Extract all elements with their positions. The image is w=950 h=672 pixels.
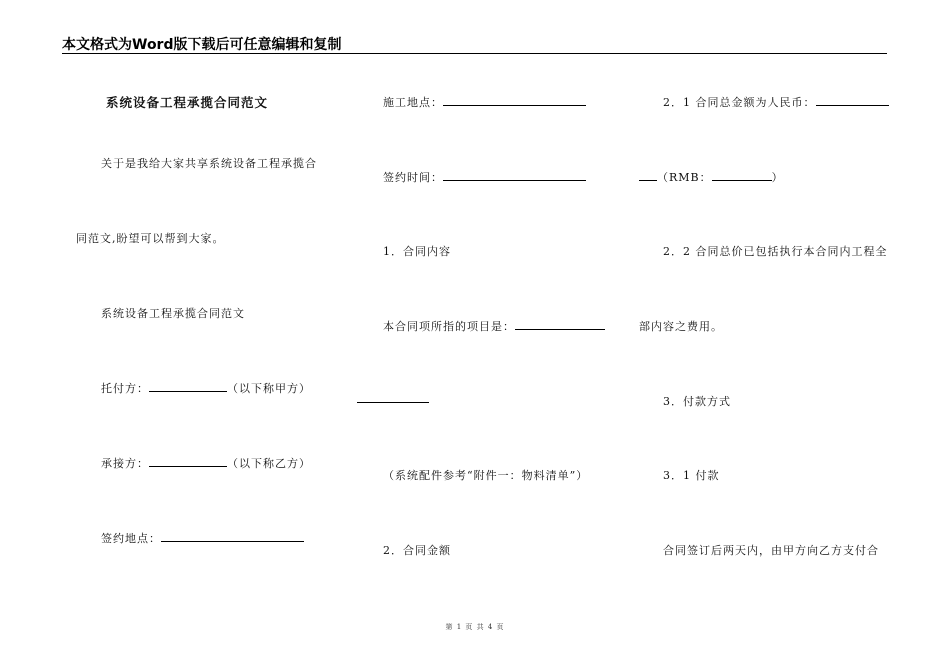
party-a-label: 托付方：	[101, 382, 149, 395]
party-b-note: （以下称乙方）	[227, 457, 311, 470]
party-a-line	[101, 380, 311, 396]
section-3-heading: 3．付款方式	[663, 395, 731, 408]
project-blank	[515, 319, 605, 330]
party-b-blank	[149, 456, 227, 467]
section-3-1-heading: 3．1 付款	[663, 469, 720, 482]
intro-line-1: 关于是我给大家共享系统设备工程承揽合	[101, 157, 317, 170]
sign-time-label: 签约时间：	[383, 171, 443, 184]
sign-place-label: 签约地点：	[101, 532, 161, 545]
sign-place-blank	[161, 531, 304, 542]
document-banner: 本文格式为Word版下载后可任意编辑和复制	[62, 37, 342, 53]
document-title: 系统设备工程承揽合同范文	[106, 95, 269, 110]
site-label: 施工地点：	[383, 96, 443, 109]
rmb-blank	[712, 170, 772, 181]
total-amount-label: 2．1 合同总金额为人民币：	[663, 96, 816, 109]
config-reference: （系统配件参考“附件一：物料清单”）	[383, 469, 589, 482]
price-include-line-2: 部内容之费用。	[639, 320, 723, 333]
section-2-heading: 2．合同金额	[383, 544, 451, 557]
banner-divider	[62, 53, 887, 54]
total-amount-blank	[816, 95, 889, 106]
rmb-line	[639, 169, 784, 185]
payment-text: 合同签订后两天内，由甲方向乙方支付合	[663, 544, 879, 557]
page-footer: 第 1 页 共 4 页	[445, 623, 505, 631]
total-amount-line	[663, 94, 889, 110]
party-a-note: （以下称甲方）	[227, 382, 311, 395]
intro-line-2: 同范文,盼望可以帮到大家。	[76, 232, 225, 245]
site-line	[383, 94, 586, 110]
sign-time-line	[383, 169, 586, 185]
sign-time-blank	[443, 170, 586, 181]
amount-blank-continued	[639, 170, 657, 181]
contract-subtitle: 系统设备工程承揽合同范文	[101, 307, 245, 320]
site-blank	[443, 95, 586, 106]
rmb-label: （RMB：	[657, 171, 712, 184]
sign-place-line	[101, 530, 304, 546]
party-b-label: 承接方：	[101, 457, 149, 470]
party-a-blank	[149, 381, 227, 392]
project-blank-continued	[357, 402, 429, 403]
party-b-line	[101, 455, 311, 471]
section-1-heading: 1．合同内容	[383, 245, 451, 258]
rmb-close: ）	[771, 171, 784, 184]
price-include-line-1: 2．2 合同总价已包括执行本合同内工程全	[663, 245, 888, 258]
project-line	[383, 318, 605, 334]
project-label: 本合同项所指的项目是：	[383, 320, 515, 333]
